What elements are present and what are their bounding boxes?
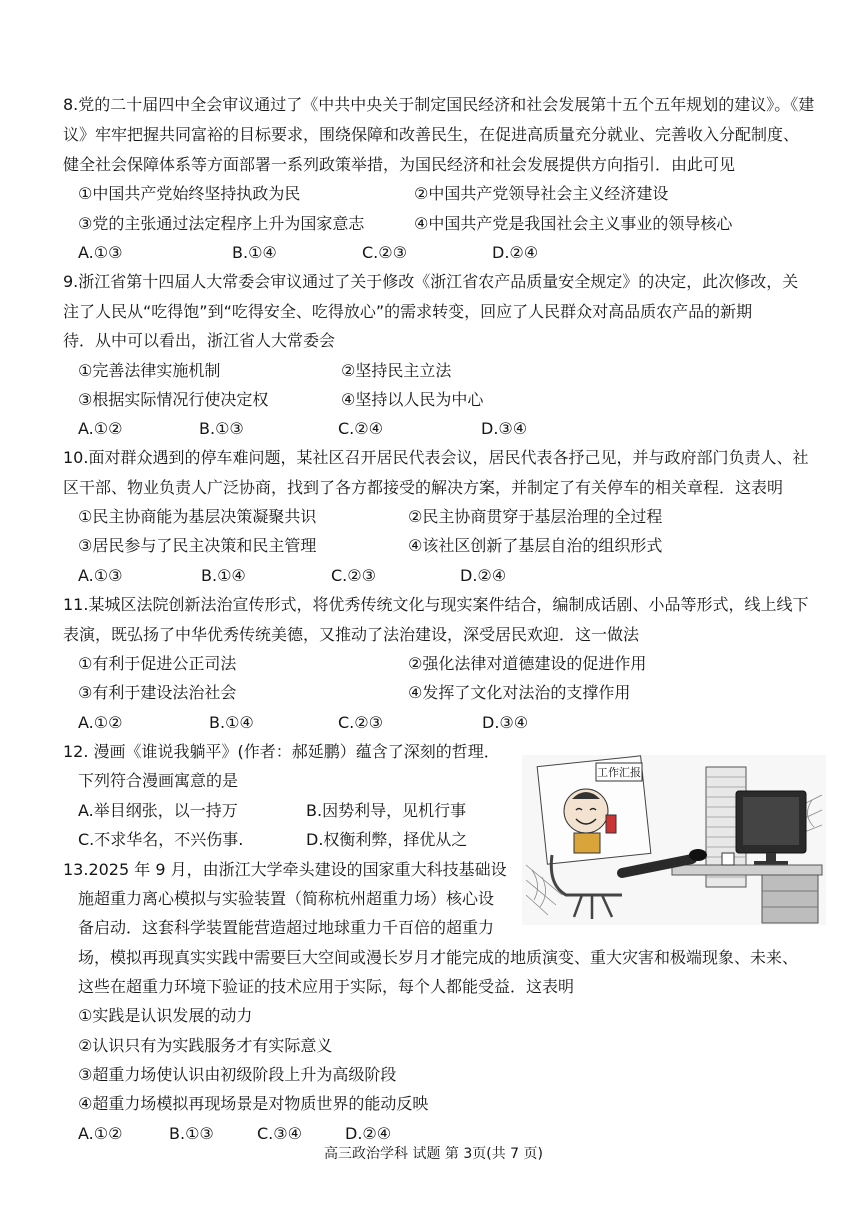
q10-choice-a: A.①③	[78, 566, 123, 585]
q8-stem-line-3: 健全社会保障体系等方面部署一系列政策举措，为国民经济和社会发展提供方向指引．由此可见	[63, 155, 736, 174]
q13-choice-a: A.①②	[78, 1124, 123, 1143]
q13-stem-line-3: 备启动．这套科学装置能营造超过地球重力千百倍的超重力	[78, 918, 495, 937]
q8-choice-d: D.②④	[492, 243, 539, 262]
q13-statement-1: ①实践是认识发展的动力	[78, 1006, 253, 1025]
q11-choice-c: C.②③	[338, 713, 383, 732]
q11-choice-a: A.①②	[78, 713, 123, 732]
q13-choice-d: D.②④	[345, 1124, 392, 1143]
q13-statement-4: ④超重力场模拟再现场景是对物质世界的能动反映	[78, 1094, 429, 1113]
q9-choice-b: B.①③	[199, 419, 244, 438]
q13-stem-line-5: 这些在超重力环境下验证的技术应用于实际，每个人都能受益．这表明	[78, 977, 575, 996]
q8-statement-4: ④中国共产党是我国社会主义事业的领导核心	[414, 214, 733, 233]
poster-title: 工作汇报	[597, 766, 641, 779]
q9-stem-line-1: 9.浙江省第十四届人大常委会审议通过了关于修改《浙江省农产品质量安全规定》的决定，此次修改，关	[63, 272, 799, 291]
q8-stem-line-1: 8.党的二十届四中全会审议通过了《中共中央关于制定国民经济和社会发展第十五个五年规划的建议》。《建	[63, 95, 815, 114]
q9-statement-1: ①完善法律实施机制	[78, 361, 221, 380]
q8-choice-b: B.①④	[232, 243, 277, 262]
q11-choice-b: B.①④	[209, 713, 254, 732]
q8-statement-2: ②中国共产党领导社会主义经济建设	[414, 184, 669, 203]
q13-stem-line-1: 13.2025 年 9 月，由浙江大学牵头建设的国家重大科技基础设	[63, 860, 507, 879]
q9-choice-a: A.①②	[78, 419, 123, 438]
q9-choice-d: D.③④	[481, 419, 528, 438]
q12-stem-line-2: 下列符合漫画寓意的是	[78, 771, 239, 790]
q10-statement-2: ②民主协商贯穿于基层治理的全过程	[408, 507, 663, 526]
q12-choice-c: C.不求华名，不兴伤事.	[78, 830, 244, 849]
q8-choice-c: C.②③	[362, 243, 407, 262]
q12-choice-b: B.因势利导，见机行事	[306, 801, 467, 820]
q10-statement-1: ①民主协商能为基层决策凝聚共识	[78, 507, 317, 526]
q13-stem-line-2: 施超重力离心模拟与实验装置（简称杭州超重力场）核心设	[78, 889, 495, 908]
q9-stem-line-2: 注了人民从“吃得饱”到“吃得安全、吃得放心”的需求转变，回应了人民群众对高品质农产品的新期	[63, 302, 753, 321]
q10-stem-line-2: 区干部、物业负责人广泛协商，找到了各方都接受的解决方案，并制定了有关停车的相关章程．这表明	[63, 478, 784, 497]
q8-statement-3: ③党的主张通过法定程序上升为国家意志	[78, 214, 365, 233]
work-report-poster	[537, 756, 651, 864]
q11-statement-2: ②强化法律对道德建设的促进作用	[408, 654, 647, 673]
q11-stem-line-2: 表演，既弘扬了中华优秀传统美德，又推动了法治建设，深受居民欢迎．这一做法	[63, 625, 640, 644]
q13-statement-2: ②认识只有为实践服务才有实际意义	[78, 1036, 333, 1055]
q11-statement-3: ③有利于建设法治社会	[78, 683, 237, 702]
q8-stem-line-2: 议》牢牢把握共同富裕的目标要求，围绕保障和改善民生，在促进高质量充分就业、完善收入分配制度、	[63, 125, 800, 144]
q10-stem-line-1: 10.面对群众遇到的停车难问题，某社区召开居民代表会议，居民代表各抒己见，并与政府部门负责人、社	[63, 448, 809, 467]
q10-statement-3: ③居民参与了民主决策和民主管理	[78, 536, 317, 555]
cartoon-illustration	[522, 755, 826, 925]
q10-choice-d: D.②④	[460, 566, 507, 585]
q10-choice-b: B.①④	[201, 566, 246, 585]
q13-choice-c: C.③④	[257, 1124, 302, 1143]
q11-stem-line-1: 11.某城区法院创新法治宣传形式，将优秀传统文化与现实案件结合，编制成话剧、小品等形式，线上线下	[63, 595, 809, 614]
q12-choice-d: D.权衡利弊，择优从之	[306, 830, 468, 849]
q13-stem-line-4: 场，模拟再现真实实践中需要巨大空间或漫长岁月才能完成的地质演变、重大灾害和极端现象、未来、	[78, 948, 799, 967]
page-footer: 高三政治学科 试题 第 3页(共 7 页)	[324, 1146, 543, 1162]
q9-choice-c: C.②④	[338, 419, 383, 438]
q10-choice-c: C.②③	[331, 566, 376, 585]
cartoon-drawing	[522, 755, 826, 925]
q11-choice-d: D.③④	[482, 713, 529, 732]
q13-choice-b: B.①③	[169, 1124, 214, 1143]
q9-statement-2: ②坚持民主立法	[341, 361, 452, 380]
q8-statement-1: ①中国共产党始终坚持执政为民	[78, 184, 301, 203]
q9-stem-line-3: 待．从中可以看出，浙江省人大常委会	[63, 331, 336, 350]
q8-choice-a: A.①③	[78, 243, 123, 262]
q9-statement-3: ③根据实际情况行使决定权	[78, 390, 269, 409]
q11-statement-4: ④发挥了文化对法治的支撑作用	[408, 683, 631, 702]
q11-statement-1: ①有利于促进公正司法	[78, 654, 237, 673]
q10-statement-4: ④该社区创新了基层自治的组织形式	[408, 536, 663, 555]
q13-statement-3: ③超重力场使认识由初级阶段上升为高级阶段	[78, 1065, 397, 1084]
q9-statement-4: ④坚持以人民为中心	[341, 390, 484, 409]
q12-choice-a: A.举目纲张，以一持万	[78, 801, 238, 820]
q12-stem-line-1: 12. 漫画《谁说我躺平》(作者：郝延鹏）蕴含了深刻的哲理．	[63, 742, 500, 761]
